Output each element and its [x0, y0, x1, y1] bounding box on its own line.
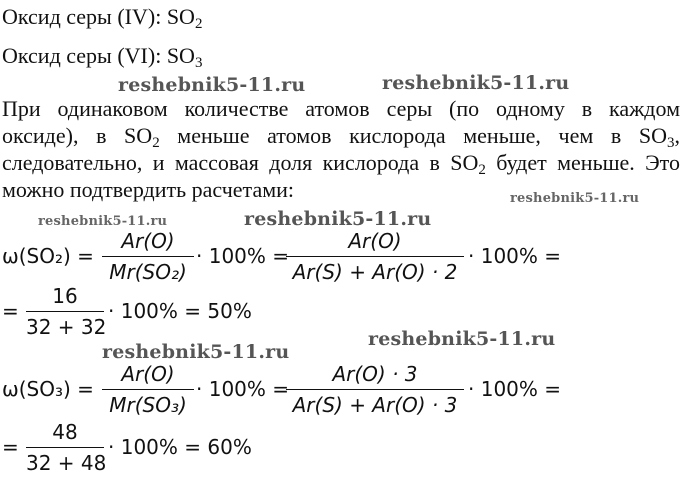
watermark-5: reshebnik5-11.ru — [244, 208, 432, 230]
formula3-frac2-numerator: Ar(O) · 3 — [332, 362, 418, 386]
formula3-mid: · 100% = — [196, 377, 290, 401]
formula1-frac1-numerator: Ar(O) — [121, 229, 175, 253]
formula1-mid: · 100% = — [196, 244, 290, 268]
formula3-frac2-denominator: Ar(S) + Ar(O) · 3 — [292, 393, 458, 417]
formula3-fraction-2 — [286, 361, 464, 418]
fraction-bar — [286, 389, 464, 390]
formula1-fraction-1 — [102, 228, 194, 285]
so2-label: Оксид серы (IV): SO — [2, 4, 195, 29]
so2-subscript: 2 — [194, 16, 203, 32]
formula2-tail: · 100% = 50% — [108, 299, 252, 323]
line-so2 — [2, 4, 202, 30]
watermark-6: reshebnik5-11.ru — [368, 328, 556, 350]
so3-subscript: 3 — [194, 55, 203, 71]
formula4-tail: · 100% = 60% — [108, 435, 252, 459]
watermark-4: reshebnik5-11.ru — [38, 214, 168, 229]
formula1-frac2-denominator: Ar(S) + Ar(O) · 2 — [292, 260, 458, 284]
formula1-frac1-denominator: Mr(SO₂) — [109, 260, 187, 284]
formula1-fraction-2 — [286, 228, 464, 285]
fraction-bar — [102, 256, 194, 257]
formula3-frac1-numerator: Ar(O) — [121, 362, 175, 386]
watermark-2: reshebnik5-11.ru — [382, 72, 570, 94]
fraction-bar — [26, 311, 104, 312]
formula3-tail: · 100% = — [468, 377, 562, 401]
formula4-fraction — [26, 419, 107, 476]
p2-part-a: оксиде), в SO — [2, 123, 153, 148]
formula4-lhs: = — [2, 435, 19, 459]
formula4-numerator: 48 — [52, 420, 78, 444]
p2-part-c: , — [674, 123, 680, 148]
p2-subscript-2: 3 — [667, 135, 675, 151]
formula2-lhs: = — [2, 299, 19, 323]
paragraph-line-1: При одинаковом количестве атомов серы (по одному в каждом — [2, 96, 680, 121]
fraction-bar — [26, 447, 104, 448]
so3-label: Оксид серы (VI): SO — [2, 43, 195, 68]
formula4-denominator: 32 + 48 — [26, 451, 107, 475]
p3-part-b: будет меньше. Это — [485, 150, 681, 175]
formula1-tail: · 100% = — [468, 244, 562, 268]
formula1-frac2-numerator: Ar(O) — [348, 229, 402, 253]
fraction-bar — [286, 256, 464, 257]
watermark-1: reshebnik5-11.ru — [118, 74, 306, 96]
p3-subscript: 2 — [478, 162, 486, 178]
formula2-numerator: 16 — [52, 284, 78, 308]
formula1-lhs: ω(SO₂) = — [2, 244, 94, 268]
fraction-bar — [102, 389, 194, 390]
formula3-frac1-denominator: Mr(SO₃) — [109, 393, 187, 417]
paragraph-line-4: можно подтвердить расчетами: — [2, 177, 295, 202]
paragraph-line-2 — [2, 123, 680, 149]
line-so3 — [2, 43, 202, 69]
p2-part-b: меньше атомов кислорода меньше, чем в SO — [159, 123, 667, 148]
formula3-lhs: ω(SO₃) = — [2, 377, 94, 401]
paragraph-line-3 — [2, 150, 680, 176]
formula3-fraction-1 — [102, 361, 194, 418]
formula2-fraction — [26, 283, 107, 340]
p2-subscript-1: 2 — [152, 135, 160, 151]
watermark-7: reshebnik5-11.ru — [102, 341, 290, 363]
watermark-3: reshebnik5-11.ru — [510, 191, 640, 206]
formula2-denominator: 32 + 32 — [26, 315, 107, 339]
p3-part-a: следовательно, и массовая доля кислорода в SO — [2, 150, 479, 175]
